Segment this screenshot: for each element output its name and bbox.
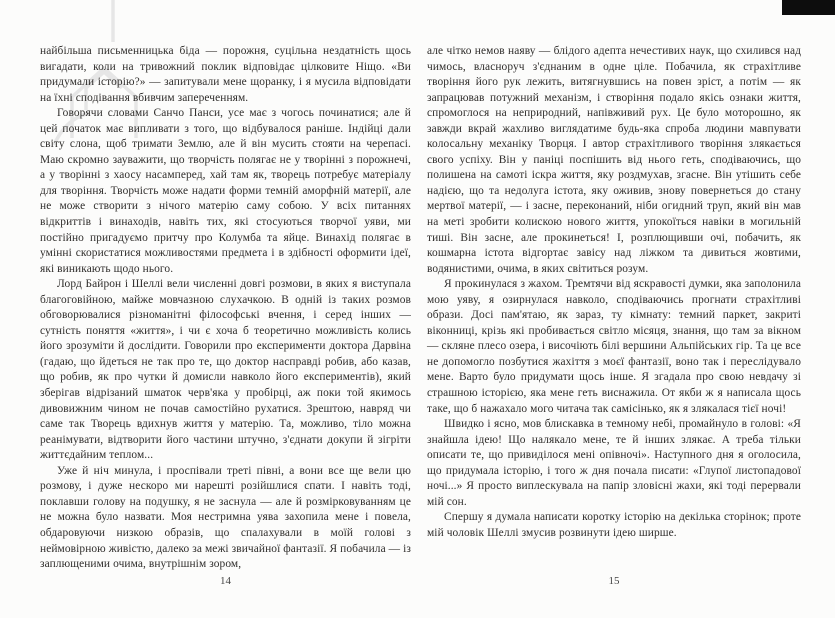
page-number-right: 15 (608, 575, 620, 587)
paragraph: Я прокинулася з жахом. Тремтячи від яскравості думки, яка заполонила мою уяву, я озирнулася навколо, сподіваючись прогнати страхітливі образи. Досі пам'ятаю, як зараз, ту кімнату: темний паркет, закриті віконниці, крізь які пробивається світло місяця, знання, що там за вікном — скляне плесо озера, і височіють білі вершини Альпійських гір. Та це все не допомогло позбутися жахіття з моєї фантазії, воно так і переслідувало мене. Варто було придумати щось інше. Я згадала про свою невдачу зі страшною історією, яка мене геть виснажила. От якби ж я написала щось таке, що б нажахало мого читача так самісінько, як я злякалася тієї ночі! (427, 278, 801, 415)
paragraph: але чітко немов наяву — блідого адепта нечестивих наук, що схилився над чимось, власноруч з'єднаним в одне ціле. Побачила, як страхітливе творіння його рук лежить, витягнувшись на повен зріст, а потім — як запрацював потужний механізм, і створіння подало якісь ознаки життя, спромоглося на неприродний, напівживий рух. Це було моторошно, як завжди вкрай жахливо виглядатиме будь-яка спроба людини мавпувати колосальну механіку Творця. І автор страхітливого творіння злякається свого успіху. Він у паніці поспішить від нього геть, сподіваючись, що полишена на самоті іскра життя, яку роздмухав, згасне. Він утішить себе надією, що та недолуга істота, яку оживив, знову повернеться до стану мертвої матерії, — і засне, переконаний, ніби огидний труп, який він мав на меті зробити колискою нового життя, упокоїться навіки в могильній тиші. Він засне, але прокинеться! І, розплющивши очі, побачить, як кошмарна істота відгортає завісу над ліжком та дивиться жовтими, водянистими, очима, в яких світиться розум. (427, 45, 801, 275)
paragraph: найбільша письменницька біда — порожня, суцільна нездатність щось вигадати, коли на тривожний поклик відповідає цілковите Ніщо. «Ви придумали історію?» — запитували мене щоранку, і я мусила відповідати на їхні сподівання вбивчим запереченням. (40, 45, 411, 104)
paragraph: Уже й ніч минула, і проспівали треті півні, а вони все ще вели цю розмову, і дуже нескоро ми нарешті розійшлися спати. І навіть тоді, поклавши голову на подушку, я не заснула — але й розмірковуванням це не можна було назвати. Моя нестримна уява захопила мене і повела, обдаровуючи низкою образів, що спалахували в моїй голові з неймовірною живістю, далеко за межі звичайної фантазії. Я побачила — із заплющеними очима, внутрішнім зором, (40, 464, 411, 571)
paragraph: Спершу я думала написати коротку історію на декілька сторінок; проте мій чоловік Шеллі змусив розвинути ідею ширше. (427, 511, 801, 539)
paragraph: Говорячи словами Санчо Панси, усе має з чогось починатися; але й цей початок має випливати з того, що відбувалося раніше. Індійці дали світу слона, щоб тримати Землю, але й він мусить стояти на черепасі. Маю скромно зауважити, що творчість полягає не у творінні з порожнечі, а у творінні з хаосу насамперед, хай там як, творець потребує матеріалу для творіння. Творчість може надати форми темній аморфній матерії, але не може створити з нічого матерію саму собою. У всіх питаннях відкриттів і винаходів, навіть тих, які стосуються творчої уяви, ми постійно пригадуємо притчу про Колумба та яйце. Винахід полягає в умінні скористатися можливостями предмета і в здібності оформити ідеї, які виникають щодо нього. (40, 107, 411, 275)
top-right-black-bar (782, 0, 835, 15)
paragraph: Лорд Байрон і Шеллі вели численні довгі розмови, в яких я виступала благоговійною, майже мовчазною слухачкою. В одній із таких розмов обговорювалися різноманітні філософські вчення, і серед інших — сутність поняття «життя», і чи є хоча б теоретично можливість колись його зрозуміти й дослідити. Говорили про експерименти доктора Дарвіна (гадаю, що йдеться не так про те, що доктор насправді робив, або казав, що робив, як про чутки й домисли навколо його експериментів), який зберігав відрізаний шматок черв'яка у пробірці, аж поки той якимось дивовижним чином не почав самостійно рухатися. Зрештою, навряд чи саме так Творець вдихнув життя у матерію. Та, можливо, тіло можна реанімувати, відтворити його частини штучно, з'єднати докупи й зігріти життєдайним теплом... (40, 278, 411, 462)
page-number-left: 14 (220, 575, 231, 587)
paragraph: Швидко і ясно, мов блискавка в темному небі, промайнуло в голові: «Я знайшла ідею! Що налякало мене, те й інших злякає. А треба тільки описати те, що привиділося мені опівночі». Наступного дня я оголосила, що придумала історію, і того ж дня почала писати: «Глупої листопадової ночі...» Я просто виплескувала на папір зловісні жахи, які тоді перервали мій сон. (427, 418, 801, 508)
page-right-text (427, 44, 801, 542)
page-left-text (40, 44, 411, 573)
